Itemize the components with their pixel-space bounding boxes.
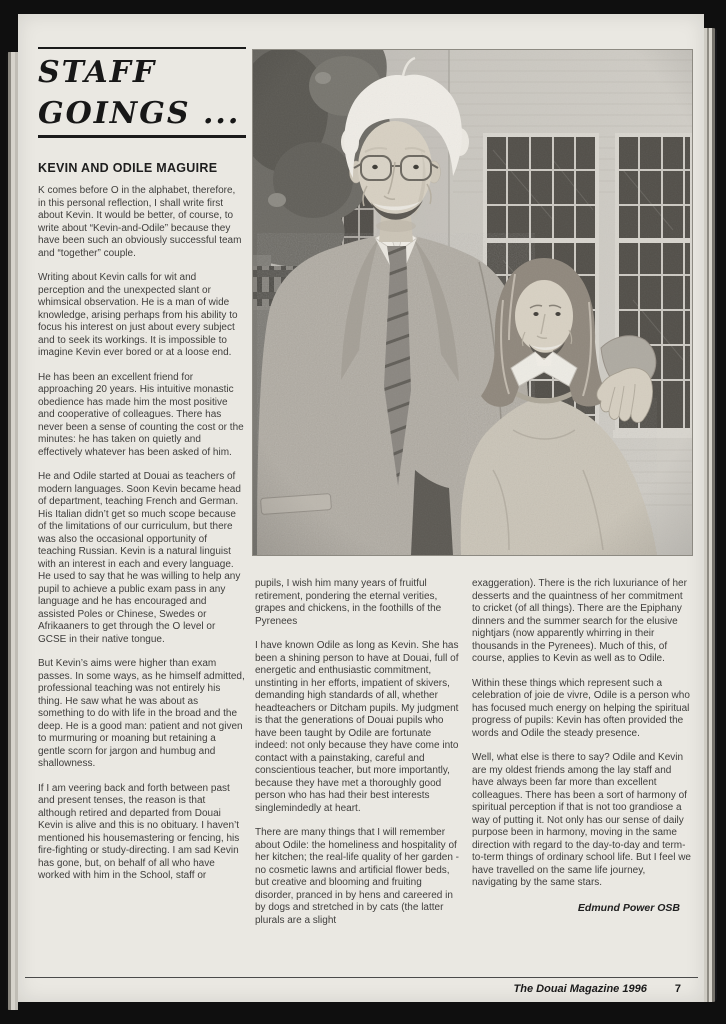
page-number: 7 bbox=[674, 983, 681, 995]
masthead-rule-bottom bbox=[38, 135, 246, 138]
column-right bbox=[472, 578, 692, 914]
paragraph: exaggeration). There is the rich luxuriance of her desserts and the quaintness of her commitment to cricket (of all things). There are the Epiphany dinners and the summer search for the elusive nightjars (now apparently whirring in their thousands in the Pyrenees). Much of this, of course, applies to Kevin as well as to Odile. bbox=[472, 578, 687, 664]
paragraph: K comes before O in the alphabet, therefore, in this personal reflection, I shall write first about Kevin. It would be better, of course, to write about “Kevin-and-Odile” because they have been such an obviously successful team and “together” couple. bbox=[38, 185, 242, 259]
masthead-rule-top bbox=[38, 47, 246, 49]
paragraph: He has been an excellent friend for approaching 20 years. His intuitive monastic obedience has made him the most positive and cooperative of colleagues. There has never been a sense of counting the cost or the minutes: he has taken on quietly and effectively whatever has been asked of him. bbox=[38, 371, 244, 458]
column-middle bbox=[255, 578, 459, 939]
page-footer bbox=[18, 983, 681, 995]
paragraph: If I am veering back and forth between past and present tenses, the reason is that although retired and departed from Douai Kevin is alive and this is no obituary. I haven’t mentioned his housemastering or fencing, his fire-fighting or study-directing. I am sad Kevin has gone, but, on behalf of all who have worked with him in the School, staff or bbox=[38, 782, 240, 881]
paragraph: Within these things which represent such a celebration of joie de vivre, Odile is a person who has focused much energy on helping the spiritual progress of pupils: Kevin has often provided the words and Odile the steady presence. bbox=[472, 677, 690, 739]
footer-rule bbox=[25, 977, 698, 978]
magazine-page bbox=[18, 14, 704, 1002]
column-left bbox=[38, 185, 245, 895]
paragraph: Well, what else is there to say? Odile and Kevin are my oldest friends among the lay staff and have always been far more than excellent colleagues. There has been a sort of harmony of spiritual perception if that is not too grandiose a way of putting it. Not only has our sense of daily purpose been in harmony, moving in the same direction with regard to the day-to-day and term-to-term things of ordinary school life. But I feel we have travelled on the same life journey, navigating by the same stars. bbox=[472, 752, 691, 888]
article-heading: KEVIN AND ODILE MAGUIRE bbox=[38, 161, 218, 175]
photo-frame bbox=[253, 50, 692, 555]
paragraph: Writing about Kevin calls for wit and perception and the unexpected slant or whimsical observation. He is a man of wide knowledge, arising perhaps from his ability to focus his interest on just about every subject and to seek its workings. It is impossible to imagine Kevin ever bored or at a loose end. bbox=[38, 272, 238, 358]
paragraph: He and Odile started at Douai as teachers of modern languages. Soon Kevin became head of department, teaching French and German. His Italian didn’t get so much scope because of the limitations of our curriculum, but there was also the occasional opportunity of teaching Russian. Kevin is a natural linguist with an interest in each and every language. He used to say that he was willing to help any pupil to achieve a public exam pass in any language and he has encouraged and assisted Poles or Chinese, Swedes or Afrikaaners to get through the O level or GCSE in their native tongue. bbox=[38, 471, 241, 645]
book-page-edges-left bbox=[6, 52, 18, 1010]
staff-photo bbox=[253, 50, 692, 555]
paragraph: There are many things that I will remember about Odile: the homeliness and hospitality of her kitchen; the real-life quality of her garden - no cosmetic lawns and artificial flower beds, but creative and blooming and fruiting disorder, pranced in by hens and careered in by dogs and stretched in by cats (the latter plurals are a slight bbox=[255, 827, 459, 926]
paragraph: I have known Odile as long as Kevin. She has been a shining person to have at Douai, full of energetic and enthusiastic commitment, unstinting in her efforts, impatient of skivers, demanding high standards of all, whether headteachers or Ditcham pupils. My judgment is that the generations of Douai pupils who have been taught by Odile are fortunate indeed: not only because they have come into contact with a painstaking, careful and conscientious teacher, but more importantly, because they have met a thoroughly good person who has had their best interests singlemindedly at heart. bbox=[255, 640, 459, 814]
paragraph: pupils, I wish him many years of fruitful retirement, pondering the eternal verities, grapes and chickens, in the foothills of the Pyrenees bbox=[255, 578, 442, 627]
paragraph: But Kevin’s aims were higher than exam passes. In some ways, as he himself admitted, professional teaching was not entirely his thing. He saw what he was about as something to do with life in the broad and the deep. He is a good man: patient and not given to murmuring or moaning but retaining a gentle scorn for jargon and humbug and shallowness. bbox=[38, 658, 245, 769]
book-page-edges-right bbox=[702, 28, 717, 1002]
byline: Edmund Power OSB bbox=[577, 901, 680, 914]
page-title bbox=[38, 52, 258, 134]
magazine-title: The Douai Magazine 1996 bbox=[513, 983, 647, 995]
page-title-line-1: STAFF bbox=[38, 55, 157, 90]
page-title-line-2: GOINGS ... bbox=[38, 96, 241, 131]
